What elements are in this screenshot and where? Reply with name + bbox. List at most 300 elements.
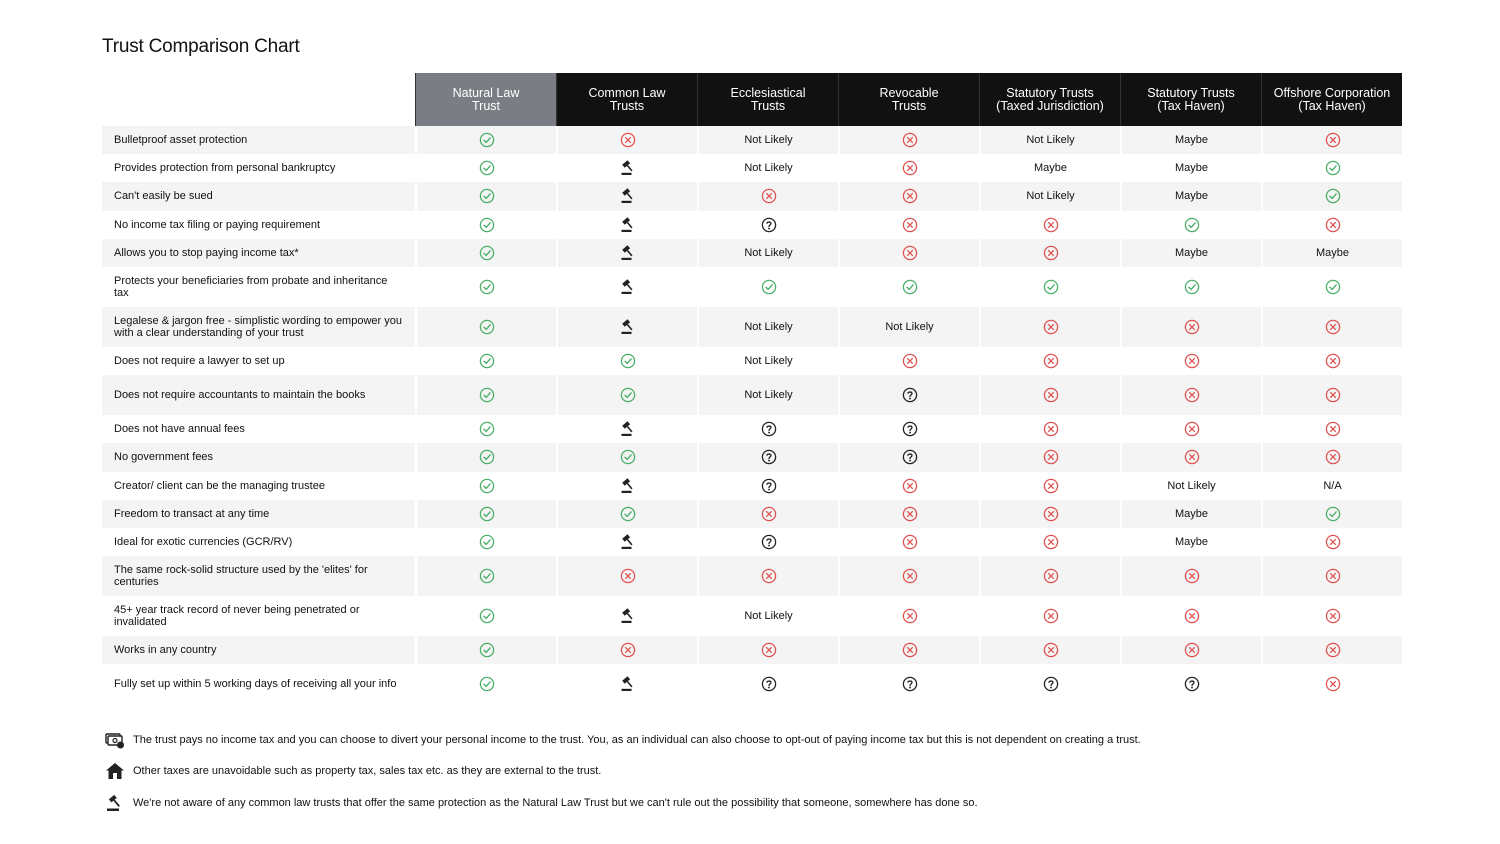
table-cell-text: Maybe: [1120, 154, 1261, 182]
table-cell: [556, 182, 697, 210]
gavel-icon: [104, 793, 126, 813]
table-cell-text: Not Likely: [697, 596, 838, 636]
table-cell-text: Not Likely: [697, 375, 838, 415]
feature-label: Ideal for exotic currencies (GCR/RV): [102, 528, 415, 556]
table-row: [102, 500, 1402, 528]
col-header-statutory-taxed: [979, 73, 1120, 126]
question-icon: [761, 217, 777, 233]
comparison-table: [102, 73, 1402, 704]
check-icon: [620, 387, 636, 403]
table-cell: [415, 528, 556, 556]
table-row: [102, 267, 1402, 307]
feature-label: Freedom to transact at any time: [102, 500, 415, 528]
col-header-line2: Trusts: [609, 98, 645, 113]
col-header-line1: Revocable: [879, 85, 939, 100]
table-cell: [415, 239, 556, 267]
cross-icon: [1184, 421, 1200, 437]
check-icon: [1325, 506, 1341, 522]
cross-icon: [1184, 642, 1200, 658]
feature-label: The same rock-solid structure used by the 'elites' for centuries: [102, 556, 415, 596]
cross-icon: [1325, 534, 1341, 550]
table-cell: [556, 596, 697, 636]
table-cell: [838, 347, 979, 375]
table-row: [102, 443, 1402, 471]
feature-label: No government fees: [102, 443, 415, 471]
cross-icon: [902, 217, 918, 233]
gavel-icon: [620, 160, 636, 176]
table-cell: [415, 375, 556, 415]
table-cell: [838, 126, 979, 154]
check-icon: [479, 449, 495, 465]
feature-label: Creator/ client can be the managing trustee: [102, 472, 415, 500]
feature-label: Does not require a lawyer to set up: [102, 347, 415, 375]
table-cell: [1120, 596, 1261, 636]
cross-icon: [1043, 217, 1059, 233]
gavel-icon: [620, 188, 636, 204]
footnote-text: Other taxes are unavoidable such as property tax, sales tax etc. as they are external to the trust.: [133, 765, 602, 778]
table-cell: [697, 182, 838, 210]
question-icon: [902, 387, 918, 403]
cross-icon: [761, 188, 777, 204]
table-cell: [556, 347, 697, 375]
cross-icon: [902, 608, 918, 624]
feature-label: Legalese & jargon free - simplistic wording to empower you with a clear understanding of your trust: [102, 307, 415, 347]
table-cell: [838, 500, 979, 528]
footnote: [104, 787, 1404, 819]
col-header-line2: Trust: [471, 98, 500, 113]
table-cell: [1261, 528, 1402, 556]
check-icon: [1184, 279, 1200, 295]
table-cell: [838, 556, 979, 596]
cross-icon: [1043, 608, 1059, 624]
col-header-line1: Natural Law: [452, 85, 520, 100]
table-cell: [697, 556, 838, 596]
gavel-icon: [620, 534, 636, 550]
house-icon: [104, 761, 126, 781]
table-cell: [1261, 347, 1402, 375]
cross-icon: [902, 245, 918, 261]
table-cell: [1120, 443, 1261, 471]
check-icon: [761, 279, 777, 295]
table-cell-text: Not Likely: [697, 307, 838, 347]
table-cell: [838, 596, 979, 636]
gavel-icon: [620, 608, 636, 624]
cross-icon: [1043, 421, 1059, 437]
col-header-line2: (Tax Haven): [1157, 98, 1225, 113]
check-icon: [479, 279, 495, 295]
table-cell: [415, 126, 556, 154]
feature-label: Can't easily be sued: [102, 182, 415, 210]
question-icon: [1043, 676, 1059, 692]
table-row: [102, 528, 1402, 556]
table-cell: [697, 267, 838, 307]
table-cell: [1261, 375, 1402, 415]
col-header-line1: Common Law: [588, 85, 666, 100]
table-cell-text: Not Likely: [697, 154, 838, 182]
cross-icon: [1043, 506, 1059, 522]
table-cell-text: Maybe: [1120, 528, 1261, 556]
col-header-statutory-haven: [1120, 73, 1261, 126]
cross-icon: [1043, 245, 1059, 261]
table-row: [102, 415, 1402, 443]
feature-label: Protects your beneficiaries from probate and inheritance tax: [102, 267, 415, 307]
table-cell: [697, 472, 838, 500]
cross-icon: [1325, 676, 1341, 692]
table-cell: [556, 211, 697, 239]
table-cell: [979, 636, 1120, 664]
check-icon: [479, 319, 495, 335]
cross-icon: [1043, 478, 1059, 494]
cross-icon: [1325, 642, 1341, 658]
page-title: Trust Comparison Chart: [102, 36, 300, 57]
cross-icon: [620, 568, 636, 584]
table-cell: [415, 443, 556, 471]
table-cell: [697, 415, 838, 443]
col-header-common-law: [556, 73, 697, 126]
table-cell: [415, 347, 556, 375]
table-cell: [838, 182, 979, 210]
table-row: [102, 347, 1402, 375]
table-cell: [1120, 415, 1261, 443]
table-cell: [979, 500, 1120, 528]
col-header-line1: Ecclesiastical: [730, 85, 806, 100]
table-cell-text: Maybe: [1120, 182, 1261, 210]
table-cell: [979, 528, 1120, 556]
table-cell: [415, 596, 556, 636]
table-cell: [1261, 556, 1402, 596]
header-blank: [102, 73, 415, 126]
check-icon: [479, 676, 495, 692]
table-cell: [1261, 154, 1402, 182]
table-cell: [979, 211, 1120, 239]
table-cell: [1120, 375, 1261, 415]
table-cell: [556, 307, 697, 347]
cross-icon: [1184, 568, 1200, 584]
col-header-natural-law: [415, 73, 556, 126]
table-cell: [838, 239, 979, 267]
table-row: [102, 556, 1402, 596]
check-icon: [620, 506, 636, 522]
check-icon: [1325, 279, 1341, 295]
table-cell: [415, 500, 556, 528]
table-cell: [838, 528, 979, 556]
money-icon: [104, 730, 126, 750]
question-icon: [1184, 676, 1200, 692]
col-header-line2: Trusts: [750, 98, 786, 113]
gavel-icon: [620, 421, 636, 437]
check-icon: [479, 353, 495, 369]
table-cell: [979, 664, 1120, 704]
table-cell-text: Not Likely: [838, 307, 979, 347]
gavel-icon: [620, 319, 636, 335]
table-cell: [415, 182, 556, 210]
cross-icon: [1184, 387, 1200, 403]
table-cell: [979, 267, 1120, 307]
table-cell: [556, 528, 697, 556]
cross-icon: [1184, 319, 1200, 335]
table-cell: [979, 307, 1120, 347]
table-cell: [415, 415, 556, 443]
table-cell: [697, 443, 838, 471]
table-cell: [697, 211, 838, 239]
table-cell: [415, 211, 556, 239]
table-cell: [979, 596, 1120, 636]
table-row: [102, 307, 1402, 347]
feature-label: Works in any country: [102, 636, 415, 664]
gavel-icon: [620, 279, 636, 295]
table-row: [102, 182, 1402, 210]
cross-icon: [902, 506, 918, 522]
table-cell: [415, 472, 556, 500]
table-row: [102, 211, 1402, 239]
gavel-icon: [620, 676, 636, 692]
cross-icon: [1325, 217, 1341, 233]
table-cell: [838, 636, 979, 664]
table-cell: [697, 528, 838, 556]
check-icon: [902, 279, 918, 295]
table-cell: [838, 267, 979, 307]
table-cell: [979, 415, 1120, 443]
feature-label: Does not have annual fees: [102, 415, 415, 443]
cross-icon: [902, 478, 918, 494]
table-cell-text: Maybe: [1120, 239, 1261, 267]
table-cell: [697, 636, 838, 664]
table-cell: [838, 664, 979, 704]
question-icon: [761, 421, 777, 437]
col-header-line2: (Tax Haven): [1298, 98, 1366, 113]
check-icon: [479, 534, 495, 550]
feature-label: Allows you to stop paying income tax*: [102, 239, 415, 267]
cross-icon: [1325, 387, 1341, 403]
table-cell: [1261, 267, 1402, 307]
table-row: [102, 239, 1402, 267]
footnotes: [104, 724, 1404, 819]
cross-icon: [1325, 421, 1341, 437]
cross-icon: [902, 188, 918, 204]
table-cell-text: Maybe: [1120, 500, 1261, 528]
cross-icon: [1325, 132, 1341, 148]
check-icon: [479, 608, 495, 624]
cross-icon: [761, 568, 777, 584]
table-cell-text: Not Likely: [1120, 472, 1261, 500]
col-header-line2: (Taxed Jurisdiction): [996, 98, 1104, 113]
table-cell: [556, 472, 697, 500]
table-cell: [838, 375, 979, 415]
cross-icon: [1043, 319, 1059, 335]
cross-icon: [761, 642, 777, 658]
table-row: [102, 154, 1402, 182]
table-cell: [979, 239, 1120, 267]
table-cell: [838, 472, 979, 500]
cross-icon: [620, 132, 636, 148]
table-cell: [1261, 126, 1402, 154]
col-header-line1: Statutory Trusts: [1147, 85, 1235, 100]
table-row: [102, 472, 1402, 500]
table-cell: [1120, 664, 1261, 704]
question-icon: [761, 449, 777, 465]
table-cell: [1261, 182, 1402, 210]
table-cell: [838, 415, 979, 443]
question-icon: [761, 478, 777, 494]
table-cell: [556, 664, 697, 704]
col-header-line1: Offshore Corporation: [1273, 85, 1391, 100]
table-cell: [1261, 664, 1402, 704]
table-cell: [556, 500, 697, 528]
table-cell: [415, 154, 556, 182]
cross-icon: [902, 160, 918, 176]
feature-label: 45+ year track record of never being penetrated or invalidated: [102, 596, 415, 636]
footnote-text: We're not aware of any common law trusts that offer the same protection as the Natural Law Trust but we can't rule out the possibility that someone, somewhere has done so.: [133, 796, 978, 809]
cross-icon: [1325, 608, 1341, 624]
table-cell: [556, 239, 697, 267]
question-icon: [902, 421, 918, 437]
check-icon: [620, 353, 636, 369]
table-cell: [697, 664, 838, 704]
check-icon: [479, 421, 495, 437]
cross-icon: [1043, 642, 1059, 658]
table-cell: [556, 126, 697, 154]
cross-icon: [1325, 568, 1341, 584]
cross-icon: [902, 132, 918, 148]
table-cell-text: Maybe: [1120, 126, 1261, 154]
table-cell: [1261, 596, 1402, 636]
table-cell: [838, 443, 979, 471]
feature-label: Does not require accountants to maintain the books: [102, 375, 415, 415]
table-cell: [556, 154, 697, 182]
table-cell: [1120, 211, 1261, 239]
question-icon: [761, 534, 777, 550]
cross-icon: [1043, 353, 1059, 369]
question-icon: [761, 676, 777, 692]
table-cell-text: Not Likely: [697, 239, 838, 267]
check-icon: [479, 160, 495, 176]
footnote: [104, 756, 1404, 788]
check-icon: [479, 188, 495, 204]
table-cell: [556, 267, 697, 307]
question-icon: [902, 449, 918, 465]
table-cell: [1261, 443, 1402, 471]
gavel-icon: [620, 217, 636, 233]
table-cell: [556, 375, 697, 415]
feature-label: No income tax filing or paying requirement: [102, 211, 415, 239]
table-row: [102, 596, 1402, 636]
col-header-ecclesiastical: [697, 73, 838, 126]
table-cell-text: Maybe: [979, 154, 1120, 182]
gavel-icon: [620, 478, 636, 494]
cross-icon: [902, 568, 918, 584]
table-cell-text: N/A: [1261, 472, 1402, 500]
table-cell-text: Maybe: [1261, 239, 1402, 267]
table-cell: [556, 443, 697, 471]
cross-icon: [902, 353, 918, 369]
table-cell: [415, 664, 556, 704]
table-cell: [556, 636, 697, 664]
table-cell: [415, 267, 556, 307]
check-icon: [479, 217, 495, 233]
cross-icon: [1043, 449, 1059, 465]
check-icon: [1184, 217, 1200, 233]
cross-icon: [1184, 353, 1200, 369]
check-icon: [1325, 188, 1341, 204]
table-cell: [1120, 347, 1261, 375]
table-cell: [1261, 307, 1402, 347]
table-row: [102, 636, 1402, 664]
table-cell: [415, 636, 556, 664]
feature-label: Bulletproof asset protection: [102, 126, 415, 154]
table-cell: [1120, 307, 1261, 347]
footnote: [104, 724, 1404, 756]
table-row: [102, 664, 1402, 704]
table-cell: [979, 556, 1120, 596]
table-cell: [1261, 415, 1402, 443]
cross-icon: [1184, 449, 1200, 465]
table-cell: [415, 307, 556, 347]
cross-icon: [620, 642, 636, 658]
table-cell: [838, 154, 979, 182]
cross-icon: [761, 506, 777, 522]
table-cell: [1120, 267, 1261, 307]
table-cell-text: Not Likely: [979, 182, 1120, 210]
table-cell-text: Not Likely: [697, 126, 838, 154]
cross-icon: [1325, 353, 1341, 369]
table-cell: [979, 347, 1120, 375]
cross-icon: [902, 534, 918, 550]
table-cell: [979, 472, 1120, 500]
check-icon: [620, 449, 636, 465]
table-body: [102, 126, 1402, 704]
question-icon: [902, 676, 918, 692]
header-row: [102, 73, 1402, 126]
check-icon: [479, 642, 495, 658]
table-row: [102, 375, 1402, 415]
table-cell: [556, 415, 697, 443]
check-icon: [479, 387, 495, 403]
check-icon: [1325, 160, 1341, 176]
cross-icon: [1043, 568, 1059, 584]
table-row: [102, 126, 1402, 154]
feature-label: Fully set up within 5 working days of receiving all your info: [102, 664, 415, 704]
check-icon: [1043, 279, 1059, 295]
footnote-text: The trust pays no income tax and you can choose to divert your personal income to the trust. You, as an individual can also choose to opt-out of paying income tax but this is not dependent on creating a trust.: [133, 733, 1141, 746]
table-cell: [1261, 211, 1402, 239]
cross-icon: [1184, 608, 1200, 624]
table-cell-text: Not Likely: [697, 347, 838, 375]
table-cell: [1261, 636, 1402, 664]
table-cell: [415, 556, 556, 596]
table-cell: [979, 443, 1120, 471]
feature-label: Provides protection from personal bankruptcy: [102, 154, 415, 182]
cross-icon: [1325, 449, 1341, 465]
check-icon: [479, 245, 495, 261]
cross-icon: [902, 642, 918, 658]
table-cell: [838, 211, 979, 239]
check-icon: [479, 132, 495, 148]
table-cell: [556, 556, 697, 596]
table-cell: [1261, 500, 1402, 528]
table-cell: [979, 375, 1120, 415]
check-icon: [479, 568, 495, 584]
table-cell: [1120, 636, 1261, 664]
gavel-icon: [620, 245, 636, 261]
table-cell-text: Not Likely: [979, 126, 1120, 154]
cross-icon: [1043, 387, 1059, 403]
cross-icon: [1325, 319, 1341, 335]
table-cell: [1120, 556, 1261, 596]
col-header-line2: Trusts: [891, 98, 927, 113]
col-header-revocable: [838, 73, 979, 126]
table-cell: [697, 500, 838, 528]
check-icon: [479, 478, 495, 494]
